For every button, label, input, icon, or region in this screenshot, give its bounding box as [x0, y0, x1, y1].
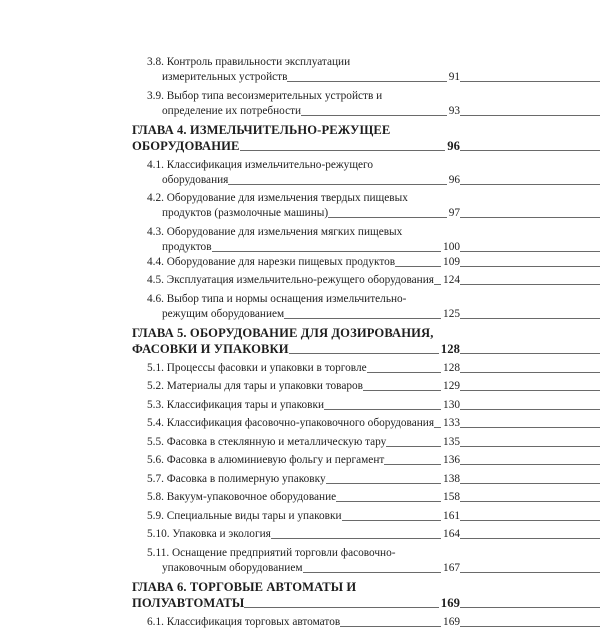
page-number: 164: [443, 528, 460, 540]
toc-entry-5-5: 5.5. Фасовка в стеклянную и металлическую тару 135: [147, 435, 460, 448]
page-number: 96: [447, 139, 460, 153]
toc-entry-5-8: 5.8. Вакуум-упаковочное оборудование 158: [147, 491, 460, 503]
toc-entry-5-4: 5.4. Классификация фасовочно-упаковочного оборудования 133: [147, 417, 460, 429]
toc-entry-4-5: 4.5. Эксплуатация измельчительно-режущего оборудования 124: [147, 274, 460, 286]
page-number: 97: [448, 207, 460, 219]
page-number: 129: [443, 380, 460, 392]
page-number: 96: [448, 173, 460, 186]
page-number: 100: [443, 240, 460, 253]
page-number: 130: [443, 398, 460, 411]
page-number: 91: [448, 71, 460, 83]
page-number: 93: [448, 104, 460, 117]
toc-entry-5-2: 5.2. Материалы для тары и упаковки товаров 129: [147, 380, 460, 392]
toc-entry-4-2: 4.2. Оборудование для измельчения твердых пищевых продуктов (размолочные машины) 97: [147, 192, 460, 219]
toc-entry-5-10: 5.10. Упаковка и экология 164: [147, 528, 460, 540]
page-number: 135: [443, 435, 460, 448]
toc-entry-4-1: 4.1. Классификация измельчительно-режущего оборудования 96: [147, 158, 460, 186]
toc-entry-5-3: 5.3. Классификация тары и упаковки 130: [147, 398, 460, 411]
page-number: 161: [443, 509, 460, 522]
page-number: 138: [443, 472, 460, 485]
page-number: 169: [443, 615, 460, 628]
table-of-contents: [132, 55, 460, 630]
chapter-6-heading: ГЛАВА 6. ТОРГОВЫЕ АВТОМАТЫ И ПОЛУАВТОМАТЫ 169: [132, 580, 460, 610]
toc-entry-5-7: 5.7. Фасовка в полимерную упаковку 138: [147, 472, 460, 485]
toc-entry-5-11: 5.11. Оснащение предприятий торговли фасовочно- упаковочным оборудованием 167: [147, 546, 460, 574]
page-number: 169: [440, 596, 460, 610]
chapter-4-heading: ГЛАВА 4. ИЗМЕЛЬЧИТЕЛЬНО-РЕЖУЩЕЕ ОБОРУДОВАНИЕ 96: [132, 123, 460, 153]
page-number: 136: [443, 454, 460, 466]
toc-entry-4-3: 4.3. Оборудование для измельчения мягких пищевых продуктов 100: [147, 225, 460, 253]
chapter-5-heading: ГЛАВА 5. ОБОРУДОВАНИЕ ДЛЯ ДОЗИРОВАНИЯ, ФАСОВКИ И УПАКОВКИ 128: [132, 326, 460, 356]
toc-entry-4-4: 4.4. Оборудование для нарезки пищевых продуктов 109: [147, 255, 460, 268]
toc-entry-3-9: 3.9. Выбор типа весоизмерительных устройств и определение их потребности 93: [147, 89, 460, 117]
toc-entry-6-1: 6.1. Классификация торговых автоматов 169: [147, 615, 460, 628]
page-number: 128: [443, 361, 460, 374]
page-number: 125: [443, 307, 460, 320]
page-number: 133: [443, 417, 460, 429]
page-number: 167: [443, 561, 460, 574]
page-number: 124: [443, 274, 460, 286]
page-number: 109: [443, 255, 460, 268]
page-number: 128: [440, 342, 460, 356]
toc-entry-5-9: 5.9. Специальные виды тары и упаковки 161: [147, 509, 460, 522]
toc-entry-5-6: 5.6. Фасовка в алюминиевую фольгу и пергамент 136: [147, 454, 460, 466]
toc-entry-4-6: 4.6. Выбор типа и нормы оснащения измельчительно- режущим оборудованием 125: [147, 292, 460, 320]
toc-entry-3-8: 3.8. Контроль правильности эксплуатации измерительных устройств 91: [147, 56, 460, 83]
toc-entry-5-1: 5.1. Процессы фасовки и упаковки в торговле 128: [147, 361, 460, 374]
page-number: 158: [443, 491, 460, 503]
